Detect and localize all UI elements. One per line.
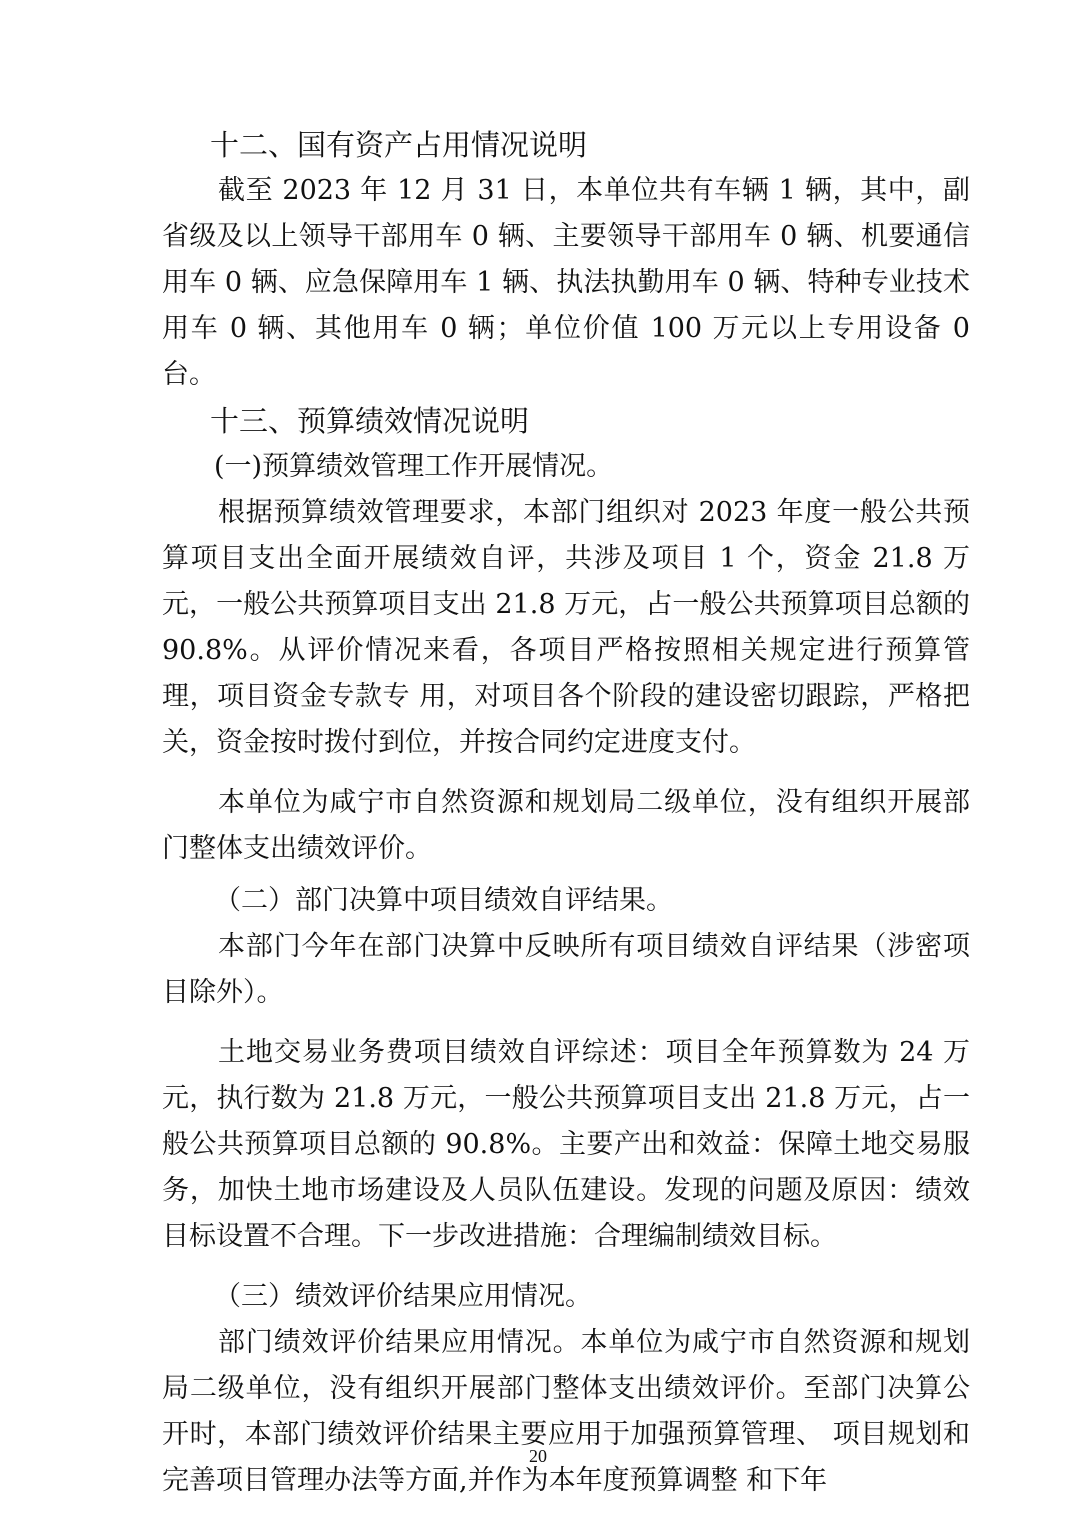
subsection-2-paragraph-2: 土地交易业务费项目绩效自评综述：项目全年预算数为 24 万元，执行数为 21.8 万元，一般公共预算项目支出 21.8 万元，占一般公共预算项目总额的 90.8%。主要产出和效益：保障土地交易服务，加快土地市场建设及人员队伍建设。发现的问题及原因：绩效目标设置不合理。下一步改进措施：合理编制绩效目标。 (162, 1037, 970, 1252)
page-number: 20 (529, 1446, 547, 1466)
subsection-2-heading: （二）部门决算中项目绩效自评结果。 (214, 885, 673, 916)
subsection-1-paragraph-2: 本单位为咸宁市自然资源和规划局二级单位，没有组织开展部门整体支出绩效评价。 (162, 787, 970, 864)
subsection-1-heading: (一)预算绩效管理工作开展情况。 (214, 451, 614, 482)
subsection-2-paragraph-1: 本部门今年在部门决算中反映所有项目绩效自评结果（涉密项目除外）。 (162, 931, 970, 1008)
section-12-body: 截至 2023 年 12 月 31 日，本单位共有车辆 1 辆，其中，副省级及以上领导干部用车 0 辆、主要领导干部用车 0 辆、机要通信用车 0 辆、应急保障用车 1 辆、执法执勤用车 0 辆、特种专业技术用车 0 辆、其他用车 0 辆；单位价值 100 万元以上专用设备 0 台。 (162, 175, 970, 390)
section-12-heading: 十二、国有资产占用情况说明 (210, 128, 588, 162)
subsection-3-paragraph-1: 部门绩效评价结果应用情况。本单位为咸宁市自然资源和规划局二级单位，没有组织开展部门整体支出绩效评价。至部门决算公开时，本部门绩效评价结果主要应用于加强预算管理、 项目规划和完善项目管理办法等方面,并作为本年度预算调整 和下年 (162, 1327, 970, 1496)
subsection-1-paragraph-1: 根据预算绩效管理要求，本部门组织对 2023 年度一般公共预算项目支出全面开展绩效自评，共涉及项目 1 个，资金 21.8 万元，一般公共预算项目支出 21.8 万元，占一般公共预算项目总额的 90.8%。从评价情况来看，各项目严格按照相关规定进行预算管理，项目资金专款专 用，对项目各个阶段的建设密切跟踪，严格把关，资金按时拨付到位，并按合同约定进度支付。 (162, 497, 970, 758)
page-content (162, 122, 970, 1504)
section-13-heading: 十三、预算绩效情况说明 (210, 404, 530, 438)
subsection-3-heading: （三）绩效评价结果应用情况。 (214, 1281, 592, 1312)
